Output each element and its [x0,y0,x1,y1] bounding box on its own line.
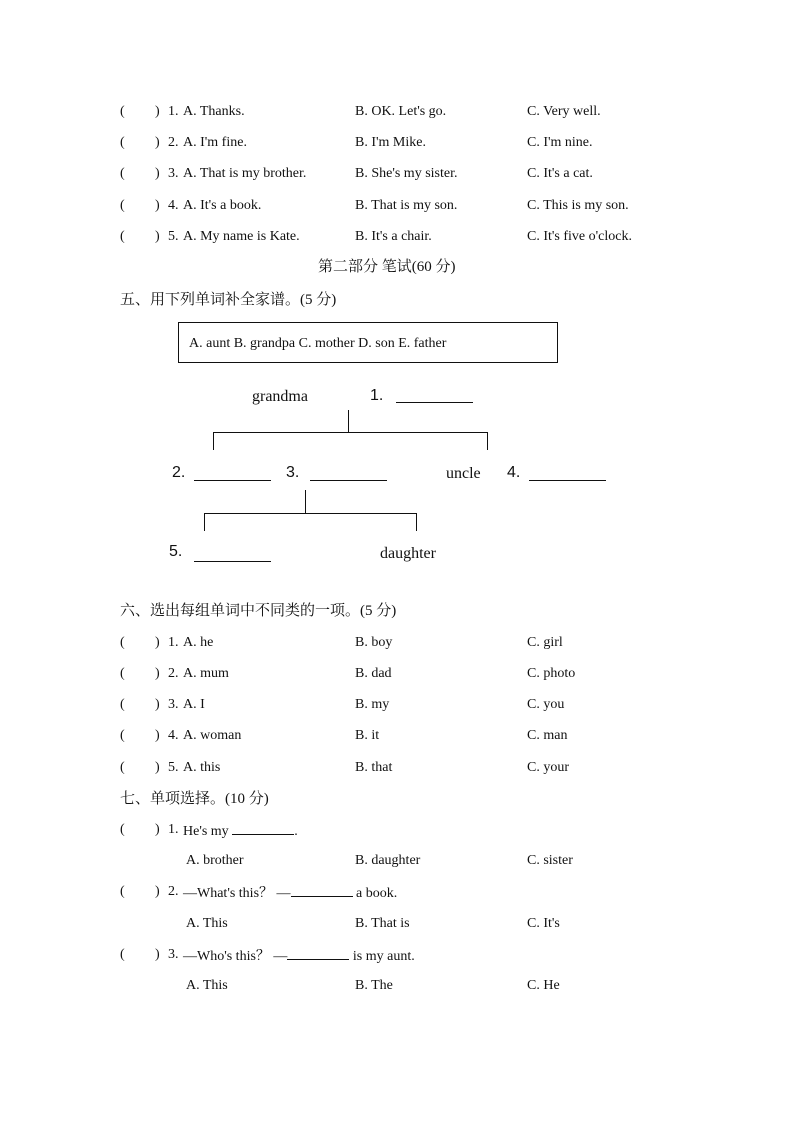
option-a: A. My name is Kate. [183,229,300,244]
stem-post: is my aunt. [352,949,415,964]
option-c: C. He [527,978,560,993]
stem-post: . [294,824,298,839]
answer-paren-close: ) [155,166,160,181]
option-c: C. girl [527,635,563,650]
answer-paren-close: ) [155,229,160,244]
option-c: C. man [527,728,568,743]
option-a: A. this [183,760,221,775]
answer-paren-open[interactable]: ( [120,635,125,650]
question-number: 2. [168,135,179,150]
question-number: 1. [168,822,179,837]
answer-paren-close: ) [155,697,160,712]
option-c: C. your [527,760,569,775]
question-number: 5. [168,229,179,244]
tree-line [487,432,488,450]
tree-line [213,432,214,450]
section6-title: 六、选出每组单词中不同类的一项。(5 分) [120,603,397,619]
tree-line [204,513,205,531]
answer-paren-close: ) [155,198,160,213]
question-number: 5. [168,760,179,775]
option-a: A. That is my brother. [183,166,307,181]
answer-paren-open[interactable]: ( [120,198,125,213]
tree-line [213,432,487,433]
option-c: C. This is my son. [527,198,629,213]
option-b: B. That is [355,916,410,931]
tree-grandma: grandma [252,388,308,405]
tree-num-3: 3. [286,464,300,481]
part2-title: 第二部分 笔试(60 分) [318,259,456,275]
tree-line [305,490,306,513]
blank-3[interactable] [310,480,387,481]
answer-paren-close: ) [155,104,160,119]
question-stem [183,822,298,840]
word-bank: A. aunt B. grandpa C. mother D. son E. father [189,336,447,351]
answer-paren-open[interactable]: ( [120,135,125,150]
tree-line [416,513,417,531]
question-stem [183,947,415,965]
option-b: B. It's a chair. [355,229,432,244]
answer-paren-close: ) [155,760,160,775]
option-b: B. That is my son. [355,198,458,213]
option-a: A. Thanks. [183,104,245,119]
tree-line [204,513,416,514]
blank-4[interactable] [529,480,606,481]
question-number: 1. [168,635,179,650]
stem-pre: —What's this？ — [183,886,291,901]
blank-5[interactable] [194,561,271,562]
question-number: 3. [168,166,179,181]
option-a: A. mum [183,666,229,681]
option-b: B. OK. Let's go. [355,104,447,119]
question-number: 3. [168,697,179,712]
option-b: B. boy [355,635,393,650]
stem-pre: —Who's this？ — [183,949,288,964]
tree-line [348,410,349,432]
answer-paren-open[interactable]: ( [120,104,125,119]
answer-paren-open[interactable]: ( [120,728,125,743]
option-c: C. It's a cat. [527,166,593,181]
option-c: C. It's five o'clock. [527,229,632,244]
answer-paren-open[interactable]: ( [120,697,125,712]
option-c: C. Very well. [527,104,601,119]
option-b: B. dad [355,666,392,681]
word-bank-box [178,322,558,363]
answer-paren-close: ) [155,822,160,837]
tree-num-5: 5. [169,543,183,560]
option-b: B. my [355,697,390,712]
blank-2[interactable] [194,480,271,481]
answer-paren-open[interactable]: ( [120,229,125,244]
option-b: B. I'm Mike. [355,135,426,150]
option-a: A. woman [183,728,242,743]
answer-paren-close: ) [155,884,160,899]
answer-paren-close: ) [155,135,160,150]
option-c: C. It's [527,916,560,931]
answer-paren-close: ) [155,728,160,743]
answer-paren-open[interactable]: ( [120,822,125,837]
option-b: B. that [355,760,393,775]
tree-daughter: daughter [380,545,436,562]
option-a: A. This [186,978,228,993]
stem-pre: He's my [183,824,229,839]
option-b: B. it [355,728,380,743]
question-number: 2. [168,666,179,681]
tree-num-1: 1. [370,387,384,404]
option-c: C. you [527,697,565,712]
option-c: C. I'm nine. [527,135,593,150]
blank-1[interactable] [396,402,473,403]
option-a: A. brother [186,853,244,868]
question-number: 1. [168,104,179,119]
question-number: 4. [168,198,179,213]
answer-paren-close: ) [155,635,160,650]
answer-paren-open[interactable]: ( [120,166,125,181]
option-a: A. I'm fine. [183,135,247,150]
option-b: B. The [355,978,393,993]
option-a: A. he [183,635,214,650]
answer-blank[interactable] [287,947,349,960]
answer-paren-close: ) [155,666,160,681]
answer-paren-open[interactable]: ( [120,947,125,962]
answer-blank[interactable] [291,884,353,897]
answer-paren-open[interactable]: ( [120,884,125,899]
section7-title: 七、单项选择。(10 分) [120,791,269,807]
option-c: C. sister [527,853,573,868]
option-c: C. photo [527,666,576,681]
question-number: 4. [168,728,179,743]
option-a: A. It's a book. [183,198,262,213]
section5-title: 五、用下列单词补全家谱。(5 分) [120,292,337,308]
tree-num-2: 2. [172,464,186,481]
question-number: 2. [168,884,179,899]
option-b: B. daughter [355,853,421,868]
option-a: A. This [186,916,228,931]
answer-paren-open[interactable]: ( [120,666,125,681]
question-stem [183,884,397,902]
answer-paren-open[interactable]: ( [120,760,125,775]
option-b: B. She's my sister. [355,166,458,181]
answer-paren-close: ) [155,947,160,962]
tree-uncle: uncle [446,465,481,482]
answer-blank[interactable] [232,822,294,835]
question-number: 3. [168,947,179,962]
tree-num-4: 4. [507,464,521,481]
stem-post: a book. [356,886,398,901]
option-a: A. I [183,697,205,712]
